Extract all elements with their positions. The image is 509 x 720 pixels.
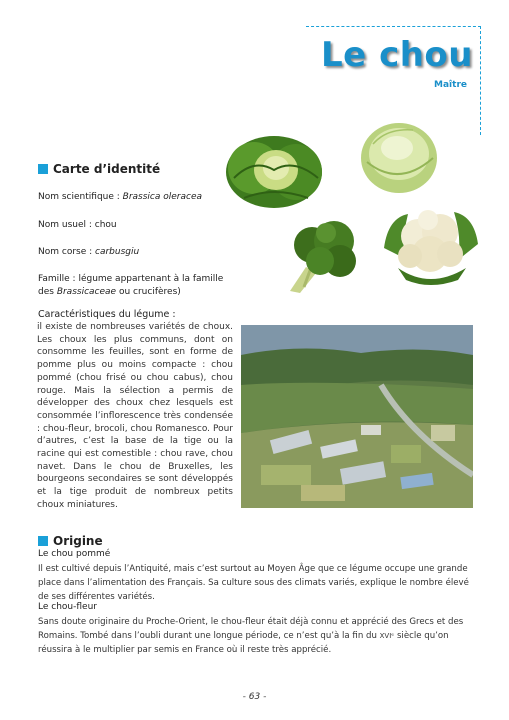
origin-text-2b: siècle qu’on réussira à le multiplier par semis en France où il reste très apprécié. xyxy=(38,631,449,655)
corsican-label: Nom corse : xyxy=(38,247,96,257)
scientific-label: Nom scientifique : xyxy=(38,192,123,202)
family-text-2-italic: Brassicaceae xyxy=(56,287,117,297)
identity-heading-text: Carte d’identité xyxy=(53,162,161,176)
origin-heading xyxy=(38,534,103,548)
usual-name-field xyxy=(38,220,117,230)
corsican-name-field xyxy=(38,247,139,257)
page-subtitle: Maître xyxy=(434,80,467,90)
family-field xyxy=(38,273,223,299)
section-bullet-icon xyxy=(38,164,48,174)
family-text-2-post: ou crucifères) xyxy=(116,287,181,297)
origin-heading-text: Origine xyxy=(53,534,103,548)
page-number: - 63 - xyxy=(242,692,267,702)
identity-heading xyxy=(38,162,160,176)
family-text-2-pre: des xyxy=(38,287,57,297)
origin-subheading-chou-pomme: Le chou pommé xyxy=(38,549,111,559)
origin-text-chou-pomme: Il est cultivé depuis l’Antiquité, mais c’est surtout au Moyen Âge que ce légume occupe une grande place dans l’alimentation des Français. Sa culture sous des climats variés, explique le nombre élevé de ses différentes variétés. xyxy=(38,564,469,602)
usual-value: chou xyxy=(94,220,117,230)
scientific-name-field xyxy=(38,192,202,202)
century: XVIᵉ xyxy=(379,632,395,640)
characteristics-heading: Caractéristiques du légume : xyxy=(38,309,176,320)
cauliflower-image xyxy=(378,198,484,288)
page-title: Le chou xyxy=(321,35,473,75)
scientific-value: Brassica oleracea xyxy=(122,192,203,202)
characteristics-body: il existe de nombreuses variétés de choux. Les choux les plus communs, dont on consomme les feuilles, sont en forme de pomme plus ou moins compacte : chou pommé (chou frisé ou chou cabus), chou rouge. Mais la sélection a permis de développer des choux chez lesquels est consommée l’inflorescence très condensée : chou-fleur, brocoli, chou Romanesco. Pour d’autres, c’est la base de la tige ou la racine qui est comestible : chou rave, chou navet. Dans le chou de Bruxelles, les bourgeons secondaires se sont développés et la tige produit de nombreux petits choux miniatures. xyxy=(37,322,233,510)
origin-subheading-chou-fleur: Le chou-fleur xyxy=(38,602,97,612)
white-cabbage-image xyxy=(357,118,441,196)
origin-text-2a: Sans doute originaire du Proche-Orient, le chou-fleur était déjà connu et apprécié des Grecs et des Romains. Tombé dans l’oubli durant une longue période, ce n’est qu’à la fin du xyxy=(38,617,464,641)
aerial-landscape-photo xyxy=(241,325,473,508)
corsican-value: carbusgiu xyxy=(95,247,140,257)
family-text-1: légume appartenant à la famille xyxy=(78,274,224,284)
savoy-cabbage-image xyxy=(224,128,326,210)
origin-text-chou-fleur xyxy=(38,615,478,657)
usual-label: Nom usuel : xyxy=(38,220,95,230)
family-label: Famille : xyxy=(38,274,79,284)
section-bullet-icon xyxy=(38,536,48,546)
broccoli-image xyxy=(282,215,364,297)
